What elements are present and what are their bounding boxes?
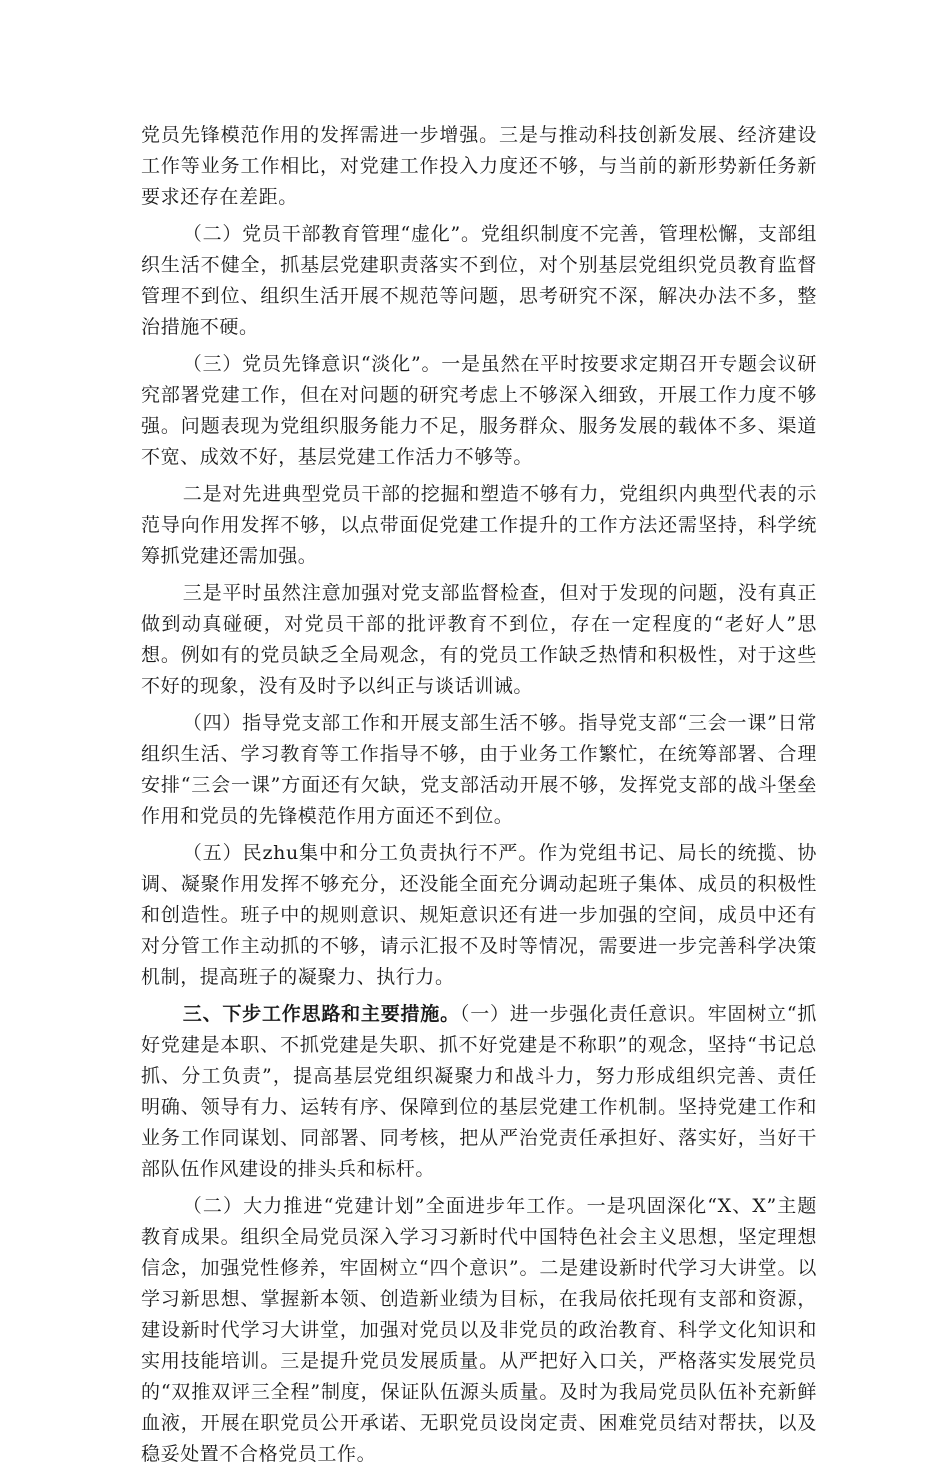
paragraph-final: （二）大力推进“党建计划”全面进步年工作。一是巩固深化“X、X”主题教育成果。组织全局党员深入学习习新时代中国特色社会主义思想，坚定理想信念，加强党性修养，牢固树立“四个意识”。二是建设新时代学习大讲堂。以学习新思想、掌握新本领、创造新业绩为目标，在我局依托现有支部和资源，建设新时代学习大讲堂，加强对党员以及非党员的政治教育、科学文化知识和实用技能培训。三是提升党员发展质量。从严把好入口关，严格落实发展党员的“双推双评三全程”制度，保证队伍源头质量。及时为我局党员队伍补充新鲜血液，开展在职党员公开承诺、无职党员设岗定责、困难党员结对帮扶，以及稳妥处置不合格党员工作。 [141, 1195, 817, 1465]
paragraph-6: （四）指导党支部工作和开展支部生活不够。指导党支部“三会一课”日常组织生活、学习教育等工作指导不够，由于业务工作繁忙，在统筹部署、合理安排“三会一课”方面还有欠缺，党支部活动开展不够，发挥党支部的战斗堡垒作用和党员的先锋模范作用方面还不到位。 [141, 712, 817, 827]
paragraph-1: 党员先锋模范作用的发挥需进一步增强。三是与推动科技创新发展、经济建设工作等业务工作相比，对党建工作投入力度还不够，与当前的新形势新任务新要求还存在差距。 [141, 124, 817, 208]
section-3-heading: 三、下步工作思路和主要措施。 [182, 1003, 460, 1025]
section-3-paragraph [141, 999, 817, 1185]
paragraph-2: （二）党员干部教育管理“虚化”。党组织制度不完善，管理松懈，支部组织生活不健全，抓基层党建职责落实不到位，对个别基层党组织党员教育监督管理不到位、组织生活开展不规范等问题，思考研究不深，解决办法不多，整治措施不硬。 [141, 223, 817, 338]
section-3-text: （一）进一步强化责任意识。牢固树立“抓好党建是本职、不抓党建是失职、抓不好党建是不称职”的观念，坚持“书记总抓、分工负责”，提高基层党组织凝聚力和战斗力，努力形成组织完善、责任明确、领导有力、运转有序、保障到位的基层党建工作机制。坚持党建工作和业务工作同谋划、同部署、同考核，把从严治党责任承担好、落实好，当好干部队伍作风建设的排头兵和标杆。 [141, 1003, 817, 1180]
document-body [141, 120, 817, 1470]
paragraph-5: 三是平时虽然注意加强对党支部监督检查，但对于发现的问题，没有真正做到动真碰硬，对党员干部的批评教育不到位，存在一定程度的“老好人”思想。例如有的党员缺乏全局观念，有的党员工作缺乏热情和积极性，对于这些不好的现象，没有及时予以纠正与谈话训诫。 [141, 582, 817, 697]
paragraph-3: （三）党员先锋意识“淡化”。一是虽然在平时按要求定期召开专题会议研究部署党建工作，但在对问题的研究考虑上不够深入细致，开展工作力度不够强。问题表现为党组织服务能力不足，服务群众、服务发展的载体不多、渠道不宽、成效不好，基层党建工作活力不够等。 [141, 353, 817, 468]
paragraph-4: 二是对先进典型党员干部的挖掘和塑造不够有力，党组织内典型代表的示范导向作用发挥不够，以点带面促党建工作提升的工作方法还需坚持，科学统筹抓党建还需加强。 [141, 483, 817, 567]
paragraph-7: （五）民zhu集中和分工负责执行不严。作为党组书记、局长的统揽、协调、凝聚作用发挥不够充分，还没能全面充分调动起班子集体、成员的积极性和创造性。班子中的规则意识、规矩意识还有进一步加强的空间，成员中还有对分管工作主动抓的不够，请示汇报不及时等情况，需要进一步完善科学决策机制，提高班子的凝聚力、执行力。 [141, 842, 817, 988]
